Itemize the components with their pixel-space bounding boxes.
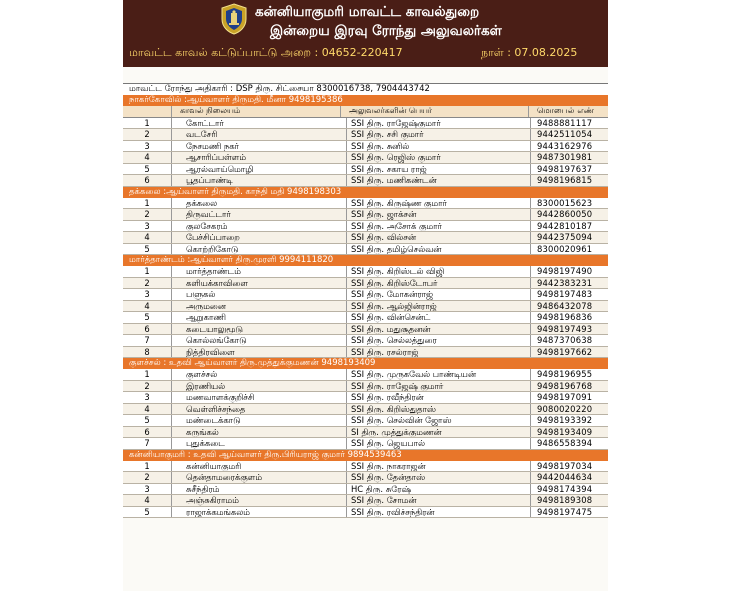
mobile-number: 9442383231	[537, 277, 593, 288]
station-name: கொற்றிகோடு	[172, 244, 347, 255]
station-name: பளுகல்	[172, 289, 347, 300]
mobile-number: 9498197637	[537, 163, 593, 174]
officer-name: SSI திரு. செல்வின் ஜோஸ்	[347, 415, 531, 426]
table-row	[123, 484, 608, 496]
column-header-row	[123, 106, 608, 118]
table-row	[123, 507, 608, 519]
district-patrol-officer: மாவட்ட ரோந்து அதிகாரி : DSP திரு. சிட்சையா 8300016738, 7904443742	[123, 83, 608, 95]
row-number: 5	[123, 312, 172, 323]
section-header: நாகர்கோவில் :ஆய்வாளர் திருமதி. மீனா 9498195386	[123, 95, 608, 106]
mobile-number: 9442511054	[537, 129, 593, 139]
officer-name: SSI திரு. கிறிஸ்டோபர்	[347, 278, 531, 289]
row-number: 3	[123, 484, 172, 495]
roster-date: நாள் : 07.08.2025	[481, 46, 578, 59]
row-number: 2	[123, 472, 172, 483]
officer-name: SSI திரு. ரவிச்சந்திரன்	[347, 507, 531, 518]
row-number: 5	[123, 507, 172, 518]
mobile-number: 9498197483	[537, 289, 593, 299]
station-name: மண்டைக்காடு	[172, 415, 347, 426]
row-number: 4	[123, 232, 172, 243]
station-name: சுசீந்திரம்	[172, 484, 347, 495]
station-name: தக்கலை	[172, 198, 347, 209]
mobile-number: 9443162976	[537, 140, 593, 151]
row-number: 4	[123, 301, 172, 312]
section-rows	[123, 369, 608, 450]
row-number: 5	[123, 415, 172, 426]
station-name: ஆரல்வாய்மொழி	[172, 164, 347, 175]
mobile-number: 9487370638	[537, 335, 593, 345]
row-number: 1	[123, 198, 172, 209]
mobile-number: 9498196836	[537, 312, 593, 322]
table-row	[123, 129, 608, 141]
row-number: 3	[123, 289, 172, 300]
officer-name: SI திரு. முத்துக்குமணன்	[347, 427, 531, 438]
row-number: 4	[123, 495, 172, 506]
table-row	[123, 495, 608, 507]
station-name: அருமனை	[172, 301, 347, 312]
officer-name: SSI திரு. மோகன்ராஜ்	[347, 289, 531, 300]
table-row	[123, 369, 608, 381]
mobile-number: 9498197034	[537, 460, 593, 471]
row-number: 5	[123, 164, 172, 175]
officer-name: SSI திரு. செல்லத்துரை	[347, 335, 531, 346]
officer-name: SSI திரு. மதுசூதனன்	[347, 324, 531, 335]
row-number: 1	[123, 266, 172, 277]
mobile-number: 9442375094	[537, 232, 593, 242]
station-name: கொல்லங்கோடு	[172, 335, 347, 346]
section-header: தக்கலை :ஆய்வாளர் திருமதி. காந்தி மதி 9498198303	[123, 187, 608, 198]
column-header-station: காவல் நிலையம்	[172, 106, 341, 117]
station-name: வெள்ளிச்சந்தை	[172, 404, 347, 415]
mobile-number: 9442810187	[537, 220, 593, 231]
station-name: திருவட்டார்	[172, 209, 347, 220]
officer-name: SSI திரு. முருகவேல் பாண்டியன்	[347, 369, 531, 380]
row-number: 8	[123, 347, 172, 358]
mobile-number: 9498196768	[537, 380, 593, 391]
station-name: அஞ்சுகிராமம்	[172, 495, 347, 506]
mobile-number: 9498193392	[537, 415, 593, 425]
officer-name: SSI திரு. ராஜேஷ் குமார்	[347, 381, 531, 392]
officer-name: SSI திரு. சகாய ராஜ்	[347, 164, 531, 175]
officer-name: SSI திரு. சுனில்	[347, 141, 531, 152]
row-number: 2	[123, 209, 172, 220]
mobile-number: 9498174394	[537, 483, 593, 494]
row-number: 7	[123, 438, 172, 449]
table-row	[123, 347, 608, 359]
row-number: 2	[123, 381, 172, 392]
officer-name: SSI திரு. தேன்தாஸ்	[347, 472, 531, 483]
station-name: ஆசாரிப்பள்ளம்	[172, 152, 347, 163]
officer-name: SSI திரு. ரவீந்திரன்	[347, 392, 531, 403]
station-name: கருங்கல்	[172, 427, 347, 438]
row-number: 3	[123, 221, 172, 232]
table-row	[123, 301, 608, 313]
column-header-officer: அலுவலர்களின் பெயர்	[341, 106, 529, 117]
section-rows	[123, 118, 608, 187]
station-name: மணவாளக்குறிச்சி	[172, 392, 347, 403]
table-row	[123, 232, 608, 244]
column-header-mobile: மொபைல் எண்	[537, 106, 595, 115]
mobile-number: 9498189308	[537, 495, 593, 505]
officer-name: SSI திரு. கிருஷ்ண குமார்	[347, 198, 531, 209]
row-number: 1	[123, 461, 172, 472]
control-room-number: மாவட்ட காவல் கட்டுப்பாட்டு அறை : 04652-220417	[129, 46, 403, 59]
mobile-number: 9498193409	[537, 426, 593, 437]
mobile-number: 9442860050	[537, 209, 593, 219]
station-name: பேச்சிப்பாறை	[172, 232, 347, 243]
officer-name: SSI திரு. ஆல்ஜின்ராஜ்	[347, 301, 531, 312]
officer-name: HC திரு. சுரேஷ்	[347, 484, 531, 495]
section-header: கன்னியாகுமரி : உதவி ஆய்வாளர் திரு.பிரியராஜ் குமார் 9894539463	[123, 450, 608, 461]
table-row	[123, 278, 608, 290]
table-row	[123, 289, 608, 301]
station-name: ஆறுகாணி	[172, 312, 347, 323]
station-name: இரணியல்	[172, 381, 347, 392]
row-number: 1	[123, 118, 172, 129]
station-name: தென்தாமரைக்குளம்	[172, 472, 347, 483]
mobile-number: 9080020220	[537, 403, 593, 414]
station-name: நித்திரவிளை	[172, 347, 347, 358]
officer-name: SSI திரு. ஜாக்சன்	[347, 209, 531, 220]
station-name: களியக்காவிளை	[172, 278, 347, 289]
station-name: புதுக்கடை	[172, 438, 347, 449]
station-name: குளச்சல்	[172, 369, 347, 380]
officer-name: SSI திரு. ரெஜிஸ் குமார்	[347, 152, 531, 163]
table-row	[123, 438, 608, 450]
mobile-number: 9498197662	[537, 346, 593, 357]
mobile-number: 9498197091	[537, 392, 593, 402]
table-row	[123, 141, 608, 153]
table-row	[123, 152, 608, 164]
mobile-number: 8300015623	[537, 197, 593, 208]
row-number: 6	[123, 324, 172, 335]
table-row	[123, 244, 608, 256]
section-rows	[123, 266, 608, 358]
officer-name: SSI திரு. ராஜேஷ்குமார்	[347, 118, 531, 129]
officer-name: SSI திரு. வில்சன்	[347, 232, 531, 243]
table-row	[123, 461, 608, 473]
table-row	[123, 221, 608, 233]
mobile-number: 9486432078	[537, 300, 593, 311]
officer-name: SSI திரு. கிறிஸ்டல் விஜி	[347, 266, 531, 277]
roster-table	[123, 95, 608, 518]
page-subtitle: இன்றைய இரவு ரோந்து அலுவலர்கள்	[270, 23, 502, 39]
section-header: குளச்சல் : உதவி ஆய்வாளர் திரு.முத்துக்குமணன் 9498193409	[123, 358, 608, 369]
section-rows	[123, 198, 608, 256]
table-row	[123, 175, 608, 187]
station-name: நேசமணி நகர்	[172, 141, 347, 152]
officer-name: SSI திரு. சோமன்	[347, 495, 531, 506]
mobile-number: 8300020961	[537, 243, 593, 254]
table-row	[123, 312, 608, 324]
table-row	[123, 209, 608, 221]
station-name: குலசேகரம்	[172, 221, 347, 232]
row-number: 2	[123, 129, 172, 140]
officer-name: SSI திரு. மணிகண்டன்	[347, 175, 531, 186]
station-name: வடசேரி	[172, 129, 347, 140]
mobile-number: 9498196815	[537, 175, 593, 185]
mobile-number: 9488881117	[537, 117, 593, 128]
table-row	[123, 266, 608, 278]
officer-name: SSI திரு. கிறிஸ்துதாஸ்	[347, 404, 531, 415]
duty-roster-sheet	[123, 0, 608, 591]
mobile-number: 9498197493	[537, 323, 593, 334]
mobile-number: 9487301981	[537, 152, 593, 162]
table-row	[123, 404, 608, 416]
column-header-no	[123, 106, 172, 117]
mobile-number: 9498197475	[537, 506, 593, 517]
mobile-number: 9442044634	[537, 472, 593, 482]
control-room-line	[129, 46, 578, 61]
table-row	[123, 198, 608, 210]
officer-name: SSI திரு. ரசல்ராஜ்	[347, 347, 531, 358]
table-row	[123, 118, 608, 130]
section-header: மார்த்தாண்டம் :ஆய்வாளர் திரு.முரளி 9994111820	[123, 255, 608, 266]
row-number: 6	[123, 175, 172, 186]
row-number: 6	[123, 427, 172, 438]
table-row	[123, 164, 608, 176]
table-row	[123, 324, 608, 336]
row-number: 1	[123, 369, 172, 380]
row-number: 4	[123, 152, 172, 163]
officer-name: SSI திரு. சசி குமார்	[347, 129, 531, 140]
officer-name: SSI திரு. தமிழ்செல்வன்	[347, 244, 531, 255]
row-number: 3	[123, 141, 172, 152]
table-row	[123, 381, 608, 393]
page-title: கன்னியாகுமரி மாவட்ட காவல்துறை	[255, 4, 480, 20]
section-rows	[123, 461, 608, 519]
row-number: 5	[123, 244, 172, 255]
mobile-number: 9498197490	[537, 266, 593, 276]
row-number: 4	[123, 404, 172, 415]
station-name: பூதப்பாண்டி	[172, 175, 347, 186]
officer-name: SSI திரு. அசோக் குமார்	[347, 221, 531, 232]
station-name: ராஜாக்கமங்கலம்	[172, 507, 347, 518]
officer-name: SSI திரு. நாகராஜன்	[347, 461, 531, 472]
table-row	[123, 415, 608, 427]
row-number: 2	[123, 278, 172, 289]
table-row	[123, 392, 608, 404]
officer-name: SSI திரு. ஜெயபால்	[347, 438, 531, 449]
station-name: கோட்டார்	[172, 118, 347, 129]
station-name: கடையாலுமூடு	[172, 324, 347, 335]
table-row	[123, 427, 608, 439]
table-row	[123, 472, 608, 484]
mobile-number: 9486558394	[537, 438, 593, 448]
police-emblem-icon	[220, 3, 248, 35]
roster-header	[123, 0, 608, 67]
row-number: 7	[123, 335, 172, 346]
station-name: மார்த்தாண்டம்	[172, 266, 347, 277]
row-number: 3	[123, 392, 172, 403]
station-name: கன்னியாகுமரி	[172, 461, 347, 472]
table-row	[123, 335, 608, 347]
mobile-number: 9498196955	[537, 369, 593, 379]
officer-name: SSI திரு. வின்சென்ட்	[347, 312, 531, 323]
